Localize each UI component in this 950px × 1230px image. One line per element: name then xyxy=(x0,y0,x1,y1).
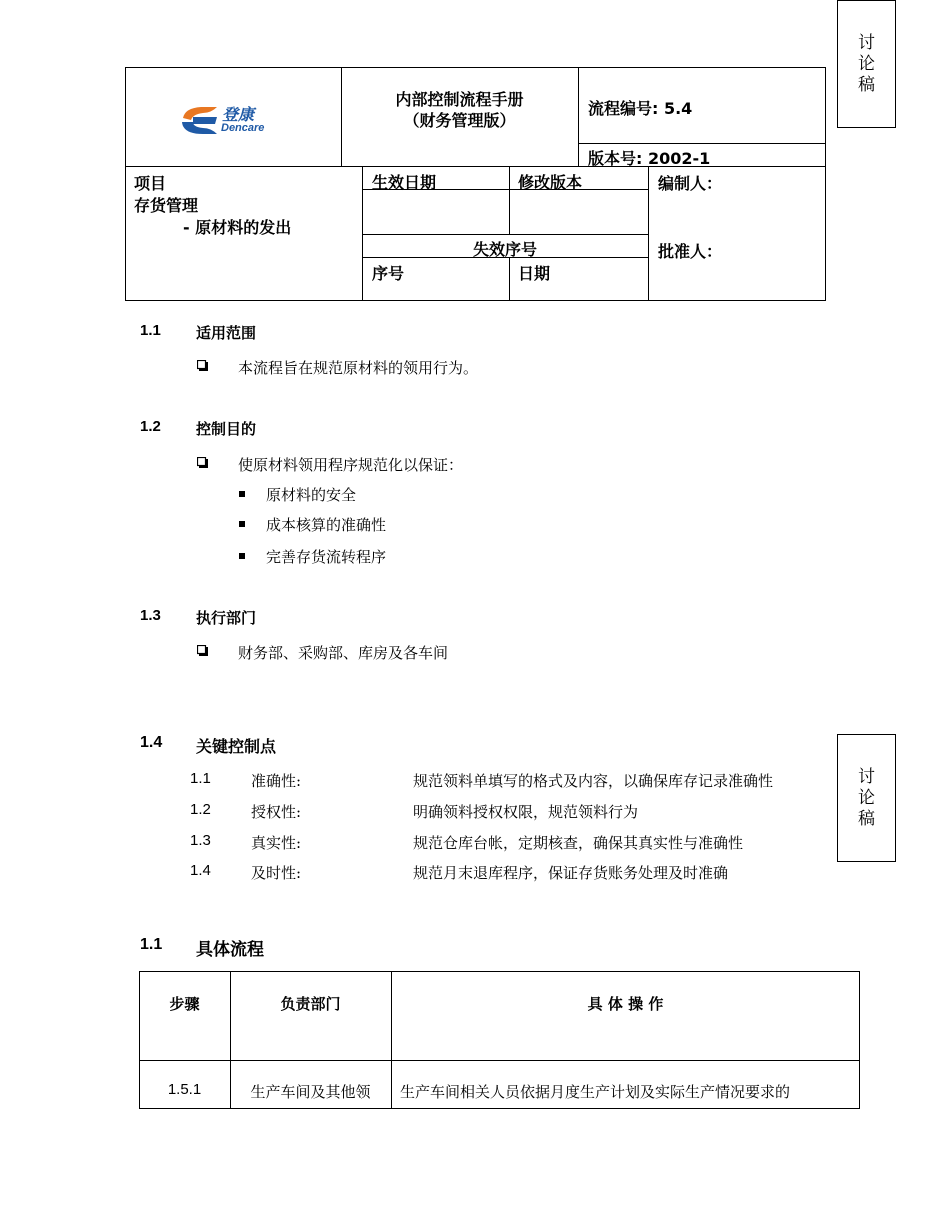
manual-subtitle: （财务管理版） xyxy=(403,111,516,130)
section-title: 控制目的 xyxy=(196,420,257,438)
table-cell-step: 1.5.1 xyxy=(167,1081,202,1098)
section-title: 具体流程 xyxy=(196,940,264,960)
logo-mark-icon xyxy=(181,104,219,136)
table-cell-dept: 生产车间及其他领 xyxy=(250,1083,371,1101)
section-number: 1.2 xyxy=(140,418,161,435)
section-title: 适用范围 xyxy=(196,324,257,342)
control-point-name: 授权性: xyxy=(251,803,302,821)
list-item: 成本核算的准确性 xyxy=(266,516,387,534)
section-title: 关键控制点 xyxy=(196,737,277,756)
list-item: 完善存货流转程序 xyxy=(266,548,387,566)
date-label: 日期 xyxy=(518,264,551,283)
company-logo xyxy=(181,102,281,140)
table-cell-action: 生产车间相关人员依据月度生产计划及实际生产情况要求的 xyxy=(400,1083,791,1101)
control-point-number: 1.4 xyxy=(190,862,211,879)
control-point-name: 及时性: xyxy=(251,864,302,882)
control-point-desc: 明确领料授权权限，规范领料行为 xyxy=(413,803,639,821)
checkbox-bullet-icon xyxy=(197,645,208,656)
project-label: 项目 xyxy=(134,174,167,193)
stamp-char: 论 xyxy=(858,787,875,808)
stamp-char: 稿 xyxy=(858,74,875,95)
bullet-text: 财务部、采购部、库房及各车间 xyxy=(238,644,449,662)
checkbox-bullet-icon xyxy=(197,457,208,468)
section-number: 1.4 xyxy=(140,734,163,751)
section-number: 1.3 xyxy=(140,607,161,624)
list-item: 原材料的安全 xyxy=(266,486,357,504)
project-name: 存货管理 xyxy=(134,196,199,215)
expiry-seq-label: 失效序号 xyxy=(472,240,537,259)
control-point-number: 1.1 xyxy=(190,770,211,787)
revision-label: 修改版本 xyxy=(518,173,583,192)
control-point-name: 准确性: xyxy=(251,772,302,790)
table-header-action: 具 体 操 作 xyxy=(587,995,664,1013)
version-number: 版本号: 2002-1 xyxy=(588,149,711,168)
logo-text-cn: 登康 xyxy=(222,105,255,124)
section-title: 执行部门 xyxy=(196,609,257,627)
control-point-desc: 规范领料单填写的格式及内容，以确保库存记录准确性 xyxy=(413,772,774,790)
control-point-desc: 规范月末退库程序，保证存货账务处理及时准确 xyxy=(413,864,729,882)
editor-label: 编制人： xyxy=(658,174,723,193)
bullet-text: 使原材料领用程序规范化以保证： xyxy=(238,456,464,474)
seq-label: 序号 xyxy=(372,264,405,283)
square-bullet-icon xyxy=(239,553,245,559)
control-point-number: 1.2 xyxy=(190,801,211,818)
stamp-char: 讨 xyxy=(858,766,875,787)
control-point-name: 真实性: xyxy=(251,834,302,852)
stamp-char: 讨 xyxy=(858,32,875,53)
section-number: 1.1 xyxy=(140,322,161,339)
square-bullet-icon xyxy=(239,521,245,527)
stamp-char: 稿 xyxy=(858,808,875,829)
control-point-number: 1.3 xyxy=(190,832,211,849)
manual-title: 内部控制流程手册 xyxy=(395,90,524,109)
logo-text-en: Dencare xyxy=(221,122,265,134)
control-point-desc: 规范仓库台帐，定期核查，确保其真实性与准确性 xyxy=(413,834,744,852)
draft-stamp-top xyxy=(837,0,896,128)
effective-date-label: 生效日期 xyxy=(372,173,437,192)
table-header-dept: 负责部门 xyxy=(280,995,341,1013)
project-subname: - 原材料的发出 xyxy=(183,218,292,237)
square-bullet-icon xyxy=(239,491,245,497)
checkbox-bullet-icon xyxy=(197,360,208,371)
process-number: 流程编号: 5.4 xyxy=(588,99,693,118)
bullet-text: 本流程旨在规范原材料的领用行为。 xyxy=(238,359,479,377)
stamp-char: 论 xyxy=(858,53,875,74)
draft-stamp-middle xyxy=(837,734,896,862)
approver-label: 批准人： xyxy=(658,242,723,261)
section-number: 1.1 xyxy=(140,936,163,953)
table-header-step: 步骤 xyxy=(169,995,200,1013)
